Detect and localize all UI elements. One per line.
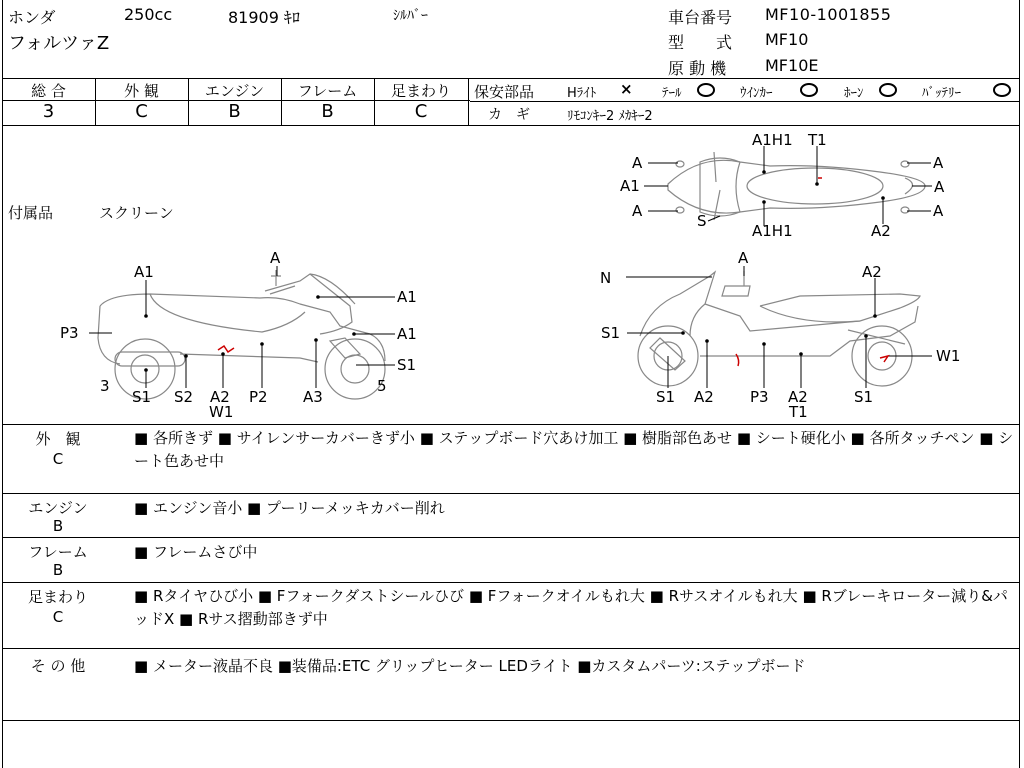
right-label-7: P3 xyxy=(750,388,769,406)
safety-headlight: Hﾗｲﾄ xyxy=(567,86,597,101)
grade-header-frame: フレーム xyxy=(297,82,358,100)
left-label-6: 3 xyxy=(100,377,110,395)
top-label-8: A xyxy=(934,178,945,196)
grade-header-exterior: 外 観 xyxy=(124,82,159,100)
top-label-2: A xyxy=(632,202,643,220)
top-label-10: A2 xyxy=(871,222,891,240)
key-value: ﾘﾓｺﾝｷｰ2 ﾒｶｷｰ2 xyxy=(567,109,653,124)
note-text-suspension: ■ Rタイヤひび小 ■ Fフォークダストシールひび ■ Fフォークオイルもれ大 ■ Rサスオイルもれ大 ■ Rブレーキローター減り&パッドX ■ Rサス摺動部きず中 xyxy=(134,587,1008,628)
top-label-7: A xyxy=(933,154,944,172)
top-label-5: A1H1 xyxy=(752,222,793,240)
note-text-frame: ■ フレームさび中 xyxy=(134,543,258,561)
battery-ok-mark xyxy=(993,83,1011,97)
winker-ok-mark xyxy=(800,83,818,97)
horn-ok-mark xyxy=(879,83,897,97)
right-label-4: W1 xyxy=(936,347,961,365)
key-label: カ ギ xyxy=(488,107,530,123)
right-label-2: A2 xyxy=(862,263,882,281)
note-grade-suspension: C xyxy=(52,608,64,626)
left-label-5: S1 xyxy=(397,356,417,374)
right-side-scooter xyxy=(638,271,920,386)
top-label-4: T1 xyxy=(808,131,827,149)
top-label-6: S xyxy=(697,212,707,230)
note-grade-exterior: C xyxy=(52,450,64,468)
left-label-12: A3 xyxy=(303,388,323,406)
left-side-scooter xyxy=(98,270,385,399)
left-label-7: S1 xyxy=(132,388,152,406)
safety-label: 保安部品 xyxy=(474,83,535,101)
grade-header-engine: エンジン xyxy=(204,82,265,100)
left-label-2: A1 xyxy=(397,288,417,306)
left-label-8: S2 xyxy=(174,388,194,406)
safety-horn: ﾎｰﾝ xyxy=(844,86,864,101)
left-label-1: A1 xyxy=(134,263,154,281)
left-label-4: P3 xyxy=(60,324,79,342)
top-view-scooter xyxy=(668,152,925,220)
safety-tail: ﾃｰﾙ xyxy=(662,86,682,101)
note-label-frame: フレーム xyxy=(28,543,88,561)
safety-winker: ｳｲﾝｶｰ xyxy=(740,86,773,101)
note-text-engine: ■ エンジン音小 ■ プーリーメッキカバー削れ xyxy=(134,499,445,517)
right-label-6: A2 xyxy=(694,388,714,406)
note-label-engine: エンジン xyxy=(28,499,88,517)
accessories-label: 付属品 xyxy=(8,204,54,222)
color: ｼﾙﾊﾞｰ xyxy=(393,8,428,24)
note-text-other: ■ メーター液晶不良 ■装備品:ETC グリップヒーター LEDライト ■カスタムパーツ:ステップボード xyxy=(134,657,806,675)
tail-ok-mark xyxy=(697,83,715,97)
damage-marks xyxy=(218,178,888,366)
grade-header-total: 総 合 xyxy=(31,82,66,100)
top-label-3: A1H1 xyxy=(752,131,793,149)
right-label-10: S1 xyxy=(854,388,874,406)
type-value: MF10 xyxy=(765,30,809,49)
left-label-0: A xyxy=(270,249,281,267)
left-label-13: 5 xyxy=(377,377,387,395)
model-name: フォルツァZ xyxy=(8,33,110,54)
note-grade-frame: B xyxy=(52,561,64,579)
left-label-10: W1 xyxy=(209,403,234,421)
engine-label: 原 動 機 xyxy=(668,59,727,78)
note-label-suspension: 足まわり xyxy=(27,588,88,606)
grade-value-frame: B xyxy=(321,101,334,122)
frame-no-label: 車台番号 xyxy=(668,8,733,27)
right-label-5: S1 xyxy=(656,388,676,406)
mileage: 81909 ｷﾛ xyxy=(228,8,300,27)
maker: ホンダ xyxy=(8,8,56,27)
type-label: 型 式 xyxy=(668,33,733,52)
displacement: 250cc xyxy=(124,5,173,24)
left-label-9: A2 xyxy=(210,388,230,406)
right-label-9: T1 xyxy=(789,403,808,421)
top-label-0: A xyxy=(632,154,643,172)
left-label-3: A1 xyxy=(397,325,417,343)
grade-value-engine: B xyxy=(228,101,241,122)
right-label-0: N xyxy=(600,269,612,287)
engine-value: MF10E xyxy=(765,56,819,75)
frame-no: MF10-1001855 xyxy=(765,5,892,24)
top-label-9: A xyxy=(933,202,944,220)
safety-headlight-mark: × xyxy=(620,80,633,98)
accessories-value: スクリーン xyxy=(99,204,174,222)
left-label-11: P2 xyxy=(249,388,268,406)
note-label-exterior: 外 観 xyxy=(35,430,81,448)
note-label-other: そ の 他 xyxy=(30,657,86,675)
right-label-3: S1 xyxy=(601,324,621,342)
top-label-1: A1 xyxy=(620,177,640,195)
note-grade-engine: B xyxy=(52,517,64,535)
grade-header-suspension: 足まわり xyxy=(390,82,451,100)
grade-value-total: 3 xyxy=(42,101,55,122)
right-label-1: A xyxy=(738,249,749,267)
note-text-exterior: ■ 各所きず ■ サイレンサーカバーきず小 ■ ステップボード穴あけ加工 ■ 樹脂部色あせ ■ シート硬化小 ■ 各所タッチペン ■ シート色あせ中 xyxy=(134,429,1014,470)
scooter-damage-diagram xyxy=(0,126,1024,424)
right-label-8: A2 xyxy=(788,388,808,406)
grade-value-exterior: C xyxy=(135,101,148,122)
safety-battery: ﾊﾞｯﾃﾘｰ xyxy=(922,86,961,101)
grade-value-suspension: C xyxy=(414,101,428,122)
